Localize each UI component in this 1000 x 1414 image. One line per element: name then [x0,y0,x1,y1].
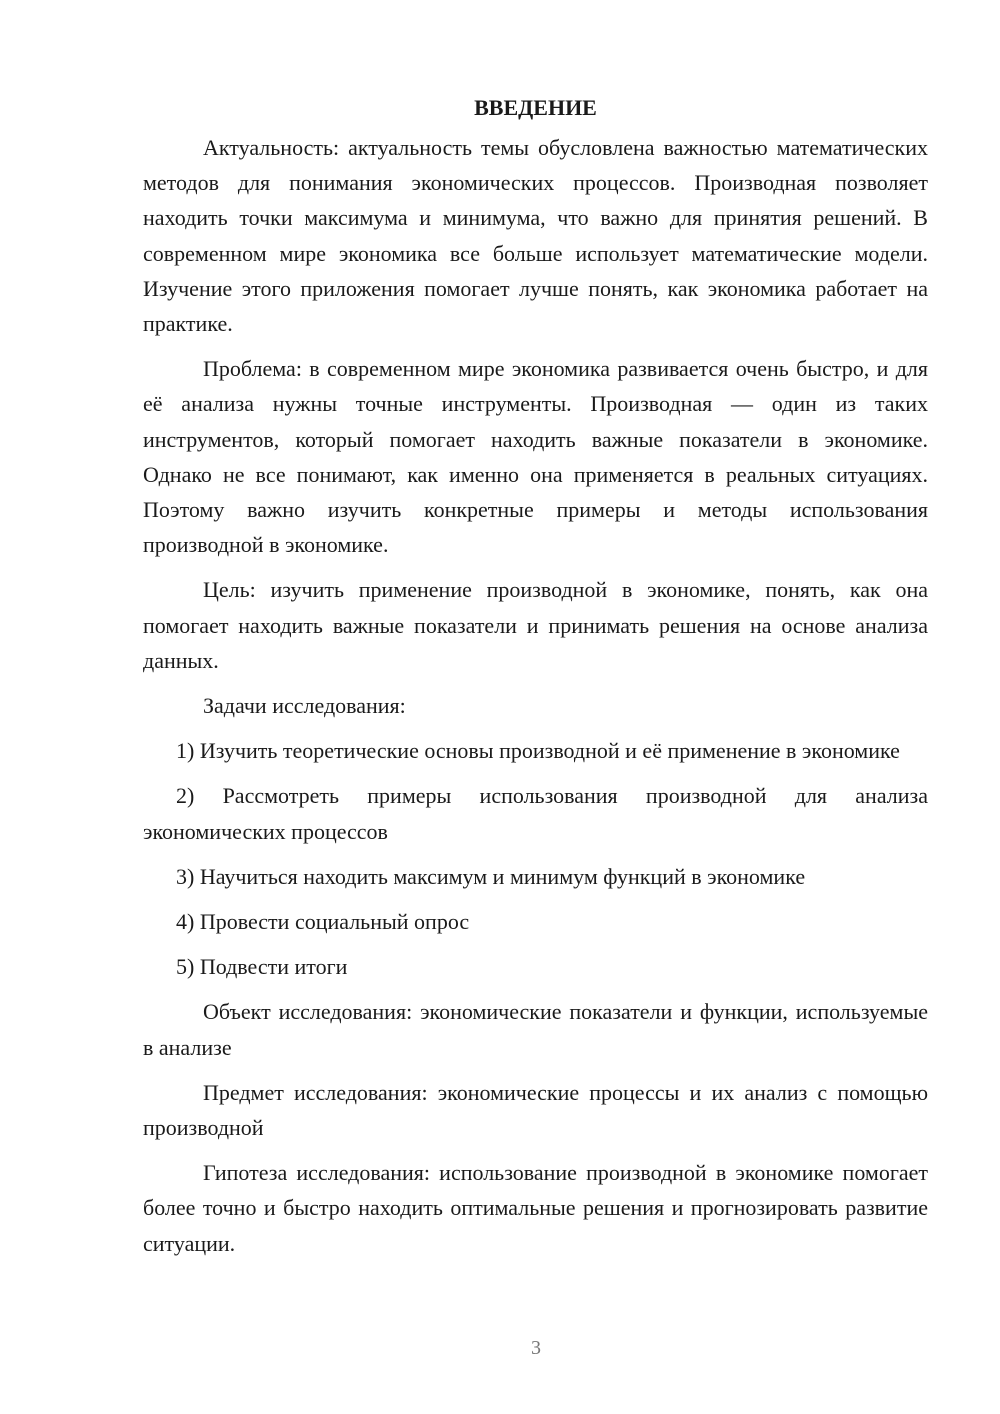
paragraph-goal: Цель: изучить применение производной в экономике, понять, как она помогает находить важные показатели и принимать решения на основе анализа данных. [143,577,928,673]
paragraph-relevance: Актуальность: актуальность темы обусловлена важностью математических методов для понимания экономических процессов. Производная позволяет находить точки максимума и минимума, что важно для принятия решений. В современном мире экономика все больше использует математические модели. Изучение этого приложения помогает лучше понять, как экономика работает на практике. [143,135,928,337]
task-item-3: 3) Научиться находить максимум и минимум функций в экономике [176,863,806,889]
paragraph-hypothesis: Гипотеза исследования: использование производной в экономике помогает более точно и быстро находить оптимальные решения и прогнозировать развитие ситуации. [143,1160,928,1256]
page-number: 3 [531,1337,541,1359]
paragraph-object: Объект исследования: экономические показатели и функции, используемые в анализе [143,999,928,1060]
task-item-1: 1) Изучить теоретические основы производной и её применение в экономике [176,738,900,764]
task-item-4: 4) Провести социальный опрос [176,909,470,935]
paragraph-subject: Предмет исследования: экономические процессы и их анализ с помощью производной [143,1079,928,1141]
tasks-heading: Задачи исследования: [203,693,406,719]
task-item-5: 5) Подвести итоги [176,954,348,980]
paragraph-problem: Проблема: в современном мире экономика развивается очень быстро, и для её анализа нужны точные инструменты. Производная — один из таких инструментов, который помогает находить важные показатели в экономике. Однако не все понимают, как именно она применяется в реальных ситуациях. Поэтому важно изучить конкретные примеры и методы использования производной в экономике. [143,356,928,558]
page-title: ВВЕДЕНИЕ [474,95,597,120]
page-content [143,90,928,1261]
task-item-2: 2) Рассмотреть примеры использования производной для анализа экономических процессов [143,783,928,844]
